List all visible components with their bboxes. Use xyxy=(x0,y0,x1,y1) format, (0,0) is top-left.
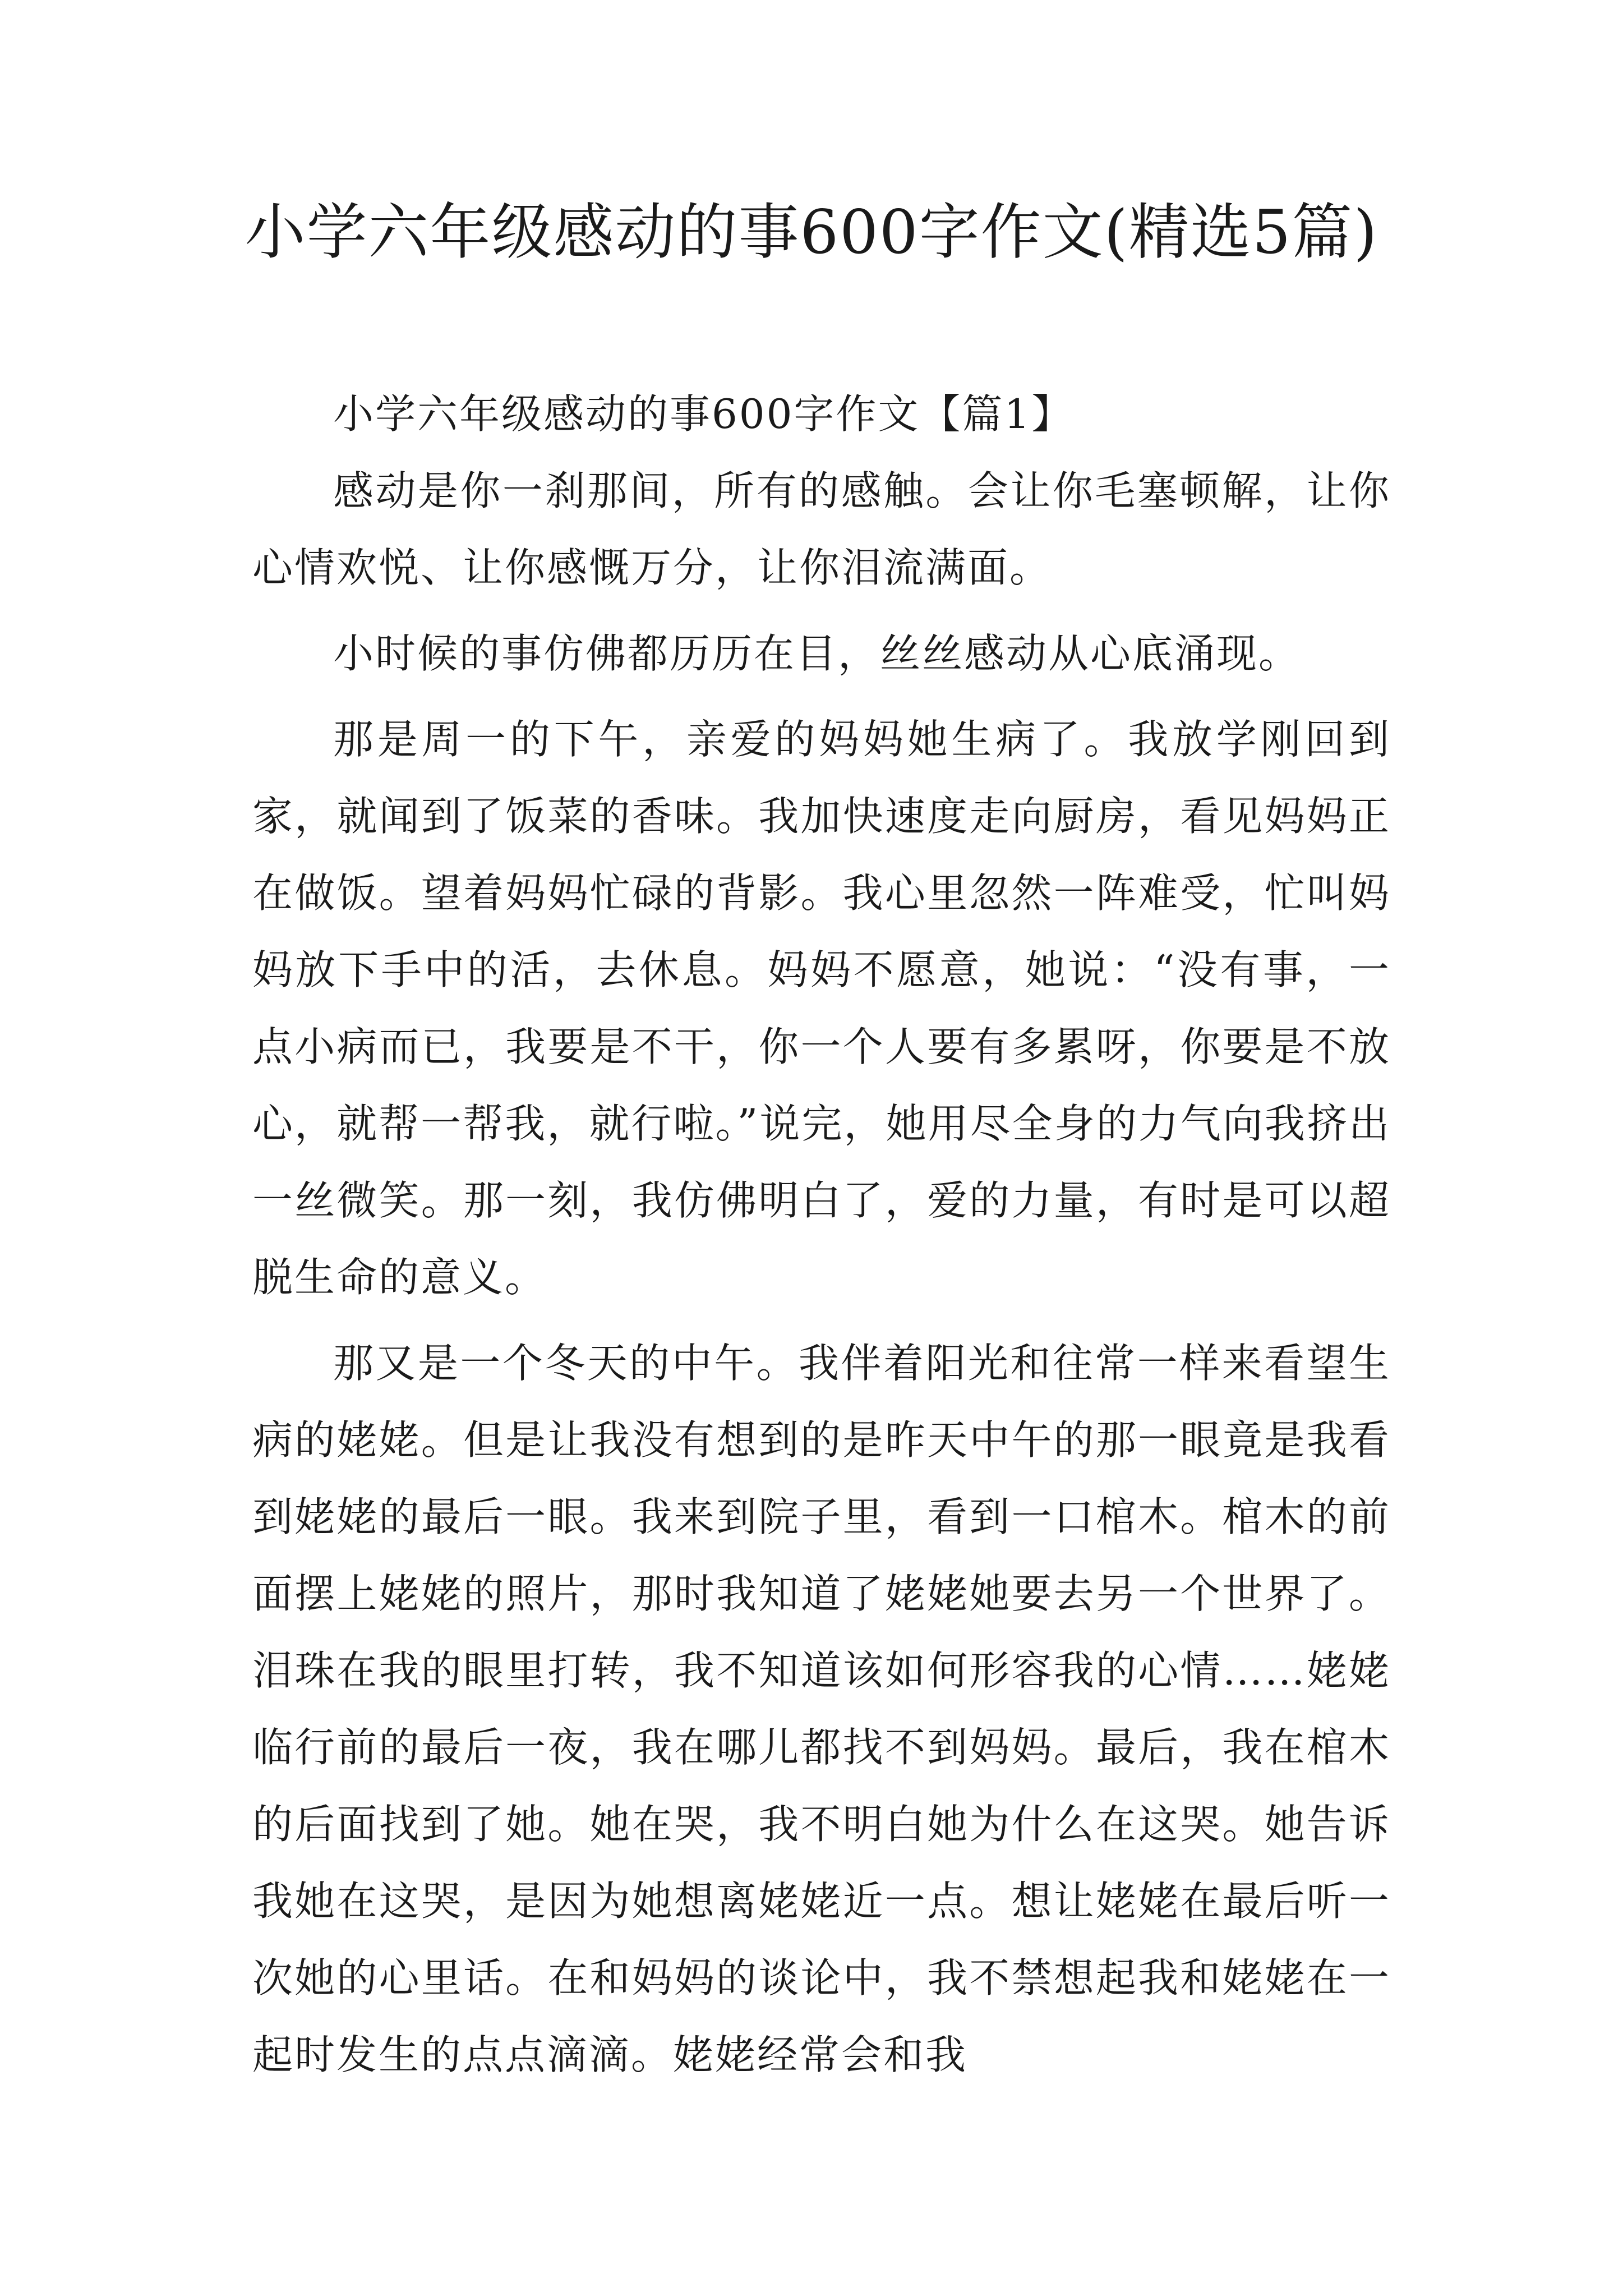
document-body xyxy=(252,376,1391,2093)
paragraph: 感动是你一刹那间，所有的感触。会让你毛塞顿解，让你心情欢悦、让你感慨万分，让你泪流满面。 xyxy=(252,467,1391,591)
section-heading: 小学六年级感动的事600字作文【篇1】 xyxy=(333,390,1074,438)
document-title: 小学六年级感动的事600字作文(精选5篇) xyxy=(245,197,1378,268)
paragraph: 那是周一的下午，亲爱的妈妈她生病了。我放学刚回到家，就闻到了饭菜的香味。我加快速度走向厨房，看见妈妈正在做饭。望着妈妈忙碌的背影。我心里忽然一阵难受，忙叫妈妈放下手中的活，去休息。妈妈不愿意，她说：“没有事，一点小病而已，我要是不干，你一个人要有多累呀，你要是不放心，就帮一帮我，就行啦。”说完，她用尽全身的力气向我挤出一丝微笑。那一刻，我仿佛明白了，爱的力量，有时是可以超脱生命的意义。 xyxy=(252,716,1391,1301)
paragraph: 小时候的事仿佛都历历在目，丝丝感动从心底涌现。 xyxy=(333,630,1301,677)
paragraph: 那又是一个冬天的中午。我伴着阳光和往常一样来看望生病的姥姥。但是让我没有想到的是昨天中午的那一眼竟是我看到姥姥的最后一眼。我来到院子里，看到一口棺木。棺木的前面摆上姥姥的照片，那时我知道了姥姥她要去另一个世界了。泪珠在我的眼里打转，我不知道该如何形容我的心情……姥姥临行前的最后一夜，我在哪儿都找不到妈妈。最后，我在棺木的后面找到了她。她在哭，我不明白她为什么在这哭。她告诉我她在这哭，是因为她想离姥姥近一点。想让姥姥在最后听一次她的心里话。在和妈妈的谈论中，我不禁想起我和姥姥在一起时发生的点点滴滴。姥姥经常会和我 xyxy=(252,1340,1391,2078)
